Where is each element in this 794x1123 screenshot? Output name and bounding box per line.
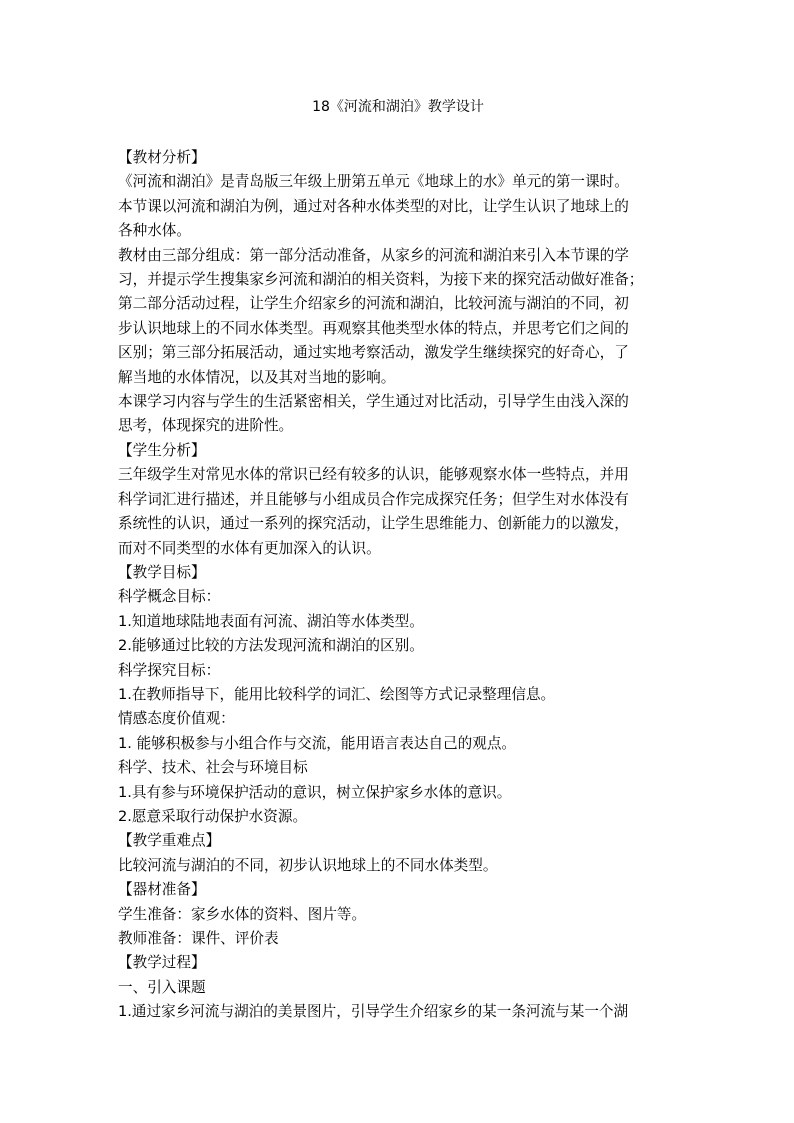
body-line: 【教材分析】	[118, 149, 206, 166]
body-line: 科学、技术、社会与环境目标	[118, 759, 308, 777]
body-line: 学生准备：家乡水体的资料、图片等。	[118, 905, 367, 923]
body-line: 科学概念目标：	[118, 588, 221, 606]
body-line: 2.愿意采取行动保护水资源。	[118, 807, 308, 825]
body-line: 三年级学生对常见水体的常识已经有较多的认识，能够观察水体一些特点，并用	[118, 466, 629, 484]
body-line: 【学生分析】	[118, 441, 206, 459]
body-line: 本课学习内容与学生的生活紧密相关，学生通过对比活动，引导学生由浅入深的	[118, 393, 629, 411]
body-line: 科学探究目标：	[118, 661, 221, 679]
document-title: 18《河流和湖泊》教学设计	[312, 99, 484, 115]
body-line: 1.知道地球陆地表面有河流、湖泊等水体类型。	[118, 612, 424, 630]
body-line: 1.通过家乡河流与湖泊的美景图片，引导学生介绍家乡的某一条河流与某一个湖	[118, 1003, 629, 1021]
body-line: 解当地的水体情况，以及其对当地的影响。	[118, 368, 396, 386]
body-line: 【器材准备】	[118, 881, 206, 899]
body-line: 2.能够通过比较的方法发现河流和湖泊的区别。	[118, 637, 424, 655]
body-line: 【教学目标】	[118, 563, 206, 581]
body-line: 而对不同类型的水体有更加深入的认识。	[118, 539, 381, 557]
body-line: 教材由三部分组成：第一部分活动准备，从家乡的河流和湖泊来引入本节课的学	[118, 246, 629, 264]
body-line: 区别；第三部分拓展活动，通过实地考察活动，激发学生继续探究的好奇心，了	[118, 344, 629, 362]
body-line: 科学词汇进行描述，并且能够与小组成员合作完成探究任务；但学生对水体没有	[118, 490, 629, 508]
body-line: 【教学过程】	[118, 954, 206, 972]
body-line: 1.具有参与环境保护活动的意识，树立保护家乡水体的意识。	[118, 783, 512, 801]
body-line: 1.在教师指导下，能用比较科学的词汇、绘图等方式记录整理信息。	[118, 685, 556, 703]
body-line: 【教学重难点】	[118, 832, 221, 850]
body-line: 比较河流与湖泊的不同，初步认识地球上的不同水体类型。	[118, 856, 498, 874]
body-line: 《河流和湖泊》是青岛版三年级上册第五单元《地球上的水》单元的第一课时。	[118, 173, 629, 191]
body-line: 本节课以河流和湖泊为例，通过对各种水体类型的对比，让学生认识了地球上的	[118, 197, 629, 215]
body-line: 教师准备：课件、评价表	[118, 930, 279, 947]
body-line: 一、引入课题	[118, 978, 206, 996]
body-line: 各种水体。	[118, 222, 191, 240]
document-page	[118, 96, 678, 1025]
body-line: 情感态度价值观：	[118, 710, 235, 728]
document-body	[118, 146, 678, 1025]
body-line: 习，并提示学生搜集家乡河流和湖泊的相关资料，为接下来的探究活动做好准备；	[118, 271, 644, 289]
body-line: 1. 能够积极参与小组合作与交流，能用语言表达自己的观点。	[118, 734, 517, 752]
body-line: 步认识地球上的不同水体类型。再观察其他类型水体的特点，并思考它们之间的	[118, 319, 629, 337]
body-line: 系统性的认识，通过一系列的探究活动，让学生思维能力、创新能力的以激发，	[118, 515, 629, 533]
body-line: 思考，体现探究的进阶性。	[118, 417, 294, 435]
body-line: 第二部分活动过程，让学生介绍家乡的河流和湖泊，比较河流与湖泊的不同，初	[118, 295, 629, 313]
